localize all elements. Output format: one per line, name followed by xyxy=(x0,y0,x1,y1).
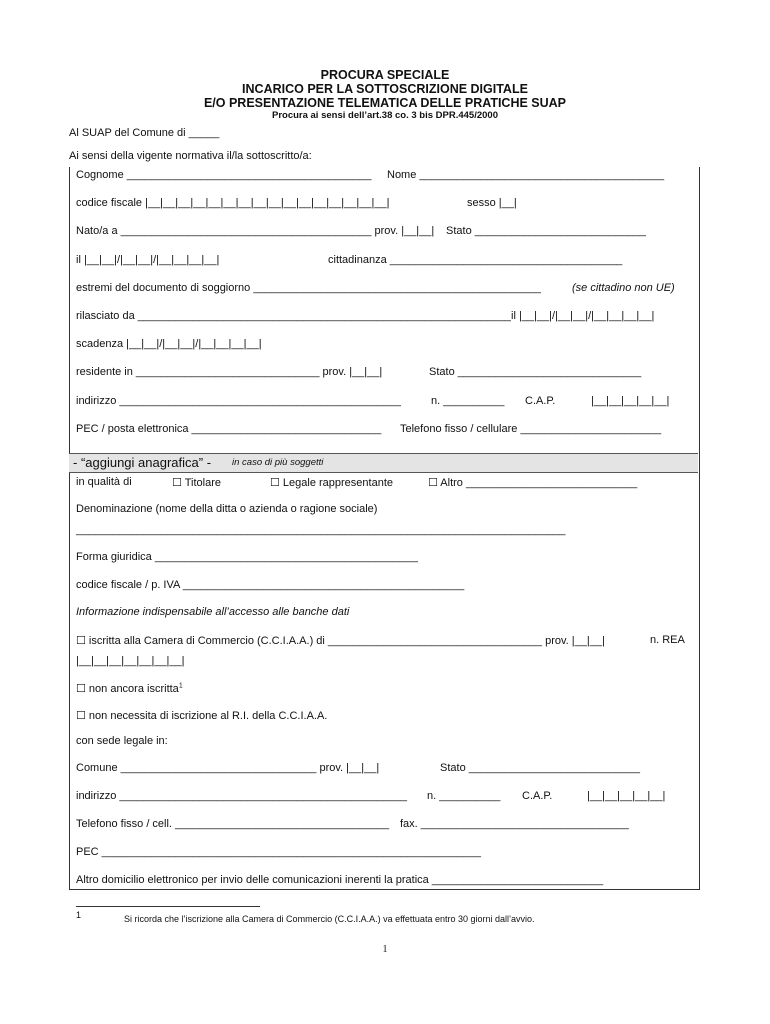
cf-piva-field[interactable]: codice fiscale / p. IVA ______________________________________________ xyxy=(76,579,465,591)
aggiungi-anagrafica-note: in caso di più soggetti xyxy=(232,457,324,468)
altro-domicilio-field[interactable]: Altro domicilio elettronico per invio delle comunicazioni inerenti la pratica ____________________________ xyxy=(76,874,604,886)
codice-fiscale-field[interactable]: codice fiscale |__|__|__|__|__|__|__|__|__|__|__|__|__|__|__|__| xyxy=(76,197,390,209)
se-cittadino-note: (se cittadino non UE) xyxy=(572,282,675,294)
suap-comune: Al SUAP del Comune di _____ xyxy=(69,127,220,139)
footnote-rule xyxy=(76,906,260,907)
cognome-field[interactable]: Cognome ________________________________________ xyxy=(76,169,372,181)
footnote-text: Si ricorda che l’iscrizione alla Camera di Commercio (C.C.I.A.A.) va effettuata entro 30 giorni dall’avvio. xyxy=(124,914,535,924)
non-ancora-iscritta-label: ☐ non ancora iscritta xyxy=(76,683,179,695)
title-line-2: INCARICO PER LA SOTTOSCRIZIONE DIGITALE xyxy=(242,82,528,96)
sesso-field[interactable]: sesso |__| xyxy=(467,197,517,209)
denominazione-field[interactable]: ________________________________________________________________________________ xyxy=(76,524,566,536)
aggiungi-anagrafica-label[interactable]: - “aggiungi anagrafica” - xyxy=(73,455,212,470)
estremi-documento-field[interactable]: estremi del documento di soggiorno _______________________________________________ xyxy=(76,282,541,294)
sede-legale-label: con sede legale in: xyxy=(76,735,168,747)
nome-field[interactable]: Nome ________________________________________ xyxy=(387,169,665,181)
cap-field[interactable]: |__|__|__|__|__| xyxy=(591,395,670,407)
cap-sede-label: C.A.P. xyxy=(522,790,553,802)
denominazione-label: Denominazione (nome della ditta o azienda o ragione sociale) xyxy=(76,503,378,515)
numero-sede-field[interactable]: n. __________ xyxy=(427,790,501,802)
iscritta-cciaa-checkbox[interactable]: ☐ iscritta alla Camera di Commercio (C.C.I.A.A.) di ___________________________________ prov. |__|__| xyxy=(76,635,605,647)
rilasciato-field[interactable]: rilasciato da _____________________________________________________________ xyxy=(76,310,511,322)
cap-sede-field[interactable]: |__|__|__|__|__| xyxy=(587,790,666,802)
stato-residenza-field[interactable]: Stato ______________________________ xyxy=(429,366,642,378)
pec-field[interactable]: PEC / posta elettronica _______________________________ xyxy=(76,423,382,435)
subtitle: Procura ai sensi dell’art.38 co. 3 bis DPR.445/2000 xyxy=(271,110,498,121)
numero-civico-field[interactable]: n. __________ xyxy=(431,395,505,407)
titolare-checkbox[interactable]: ☐ Titolare xyxy=(172,477,221,489)
stato-nascita-field[interactable]: Stato ____________________________ xyxy=(446,225,647,237)
pec-sede-field[interactable]: PEC ______________________________________________________________ xyxy=(76,846,481,858)
footnote-ref: 1 xyxy=(178,682,183,690)
non-ancora-iscritta-checkbox[interactable] xyxy=(76,682,183,695)
info-banche-dati: Informazione indispensabile all’accesso alle banche dati xyxy=(76,606,350,618)
page-number: 1 xyxy=(382,944,388,955)
title-line-3: E/O PRESENTAZIONE TELEMATICA DELLE PRATICHE SUAP xyxy=(203,96,567,110)
legale-rappresentante-checkbox[interactable]: ☐ Legale rappresentante xyxy=(270,477,394,489)
cittadinanza-field[interactable]: cittadinanza ______________________________________ xyxy=(328,254,623,266)
non-necessita-checkbox[interactable]: ☐ non necessita di iscrizione al R.I. della C.C.I.A.A. xyxy=(76,710,328,722)
scadenza-field[interactable]: scadenza |__|__|/|__|__|/|__|__|__|__| xyxy=(76,338,262,350)
nato-field[interactable]: Nato/a a _________________________________________ prov. |__|__| xyxy=(76,225,435,237)
title-line-1: PROCURA SPECIALE xyxy=(320,68,450,82)
altro-checkbox[interactable]: ☐ Altro ____________________________ xyxy=(428,477,638,489)
indirizzo-sede-field[interactable]: indirizzo _______________________________________________ xyxy=(76,790,407,802)
data-nascita-field[interactable]: il |__|__|/|__|__|/|__|__|__|__| xyxy=(76,254,220,266)
telefono-field[interactable]: Telefono fisso / cellulare _______________________ xyxy=(400,423,662,435)
qualita-label: in qualità di xyxy=(76,476,132,488)
rea-label: n. REA xyxy=(650,634,685,646)
rea-field[interactable]: |__|__|__|__|__|__|__| xyxy=(76,655,185,667)
forma-giuridica-field[interactable]: Forma giuridica ___________________________________________ xyxy=(76,551,418,563)
residente-field[interactable]: residente in ______________________________ prov. |__|__| xyxy=(76,366,383,378)
normativa-text: Ai sensi della vigente normativa il/la sottoscritto/a: xyxy=(69,150,312,162)
data-rilascio-field[interactable]: il |__|__|/|__|__|/|__|__|__|__| xyxy=(511,310,655,322)
comune-field[interactable]: Comune ________________________________ prov. |__|__| xyxy=(76,762,380,774)
telefono-sede-field[interactable]: Telefono fisso / cell. ___________________________________ xyxy=(76,818,390,830)
fax-field[interactable]: fax. __________________________________ xyxy=(400,818,629,830)
stato-sede-field[interactable]: Stato ____________________________ xyxy=(440,762,641,774)
cap-label: C.A.P. xyxy=(525,395,556,407)
aggiungi-anagrafica-bar[interactable] xyxy=(69,453,698,473)
indirizzo-field[interactable]: indirizzo ______________________________________________ xyxy=(76,395,401,407)
footnote-number: 1 xyxy=(76,910,82,920)
